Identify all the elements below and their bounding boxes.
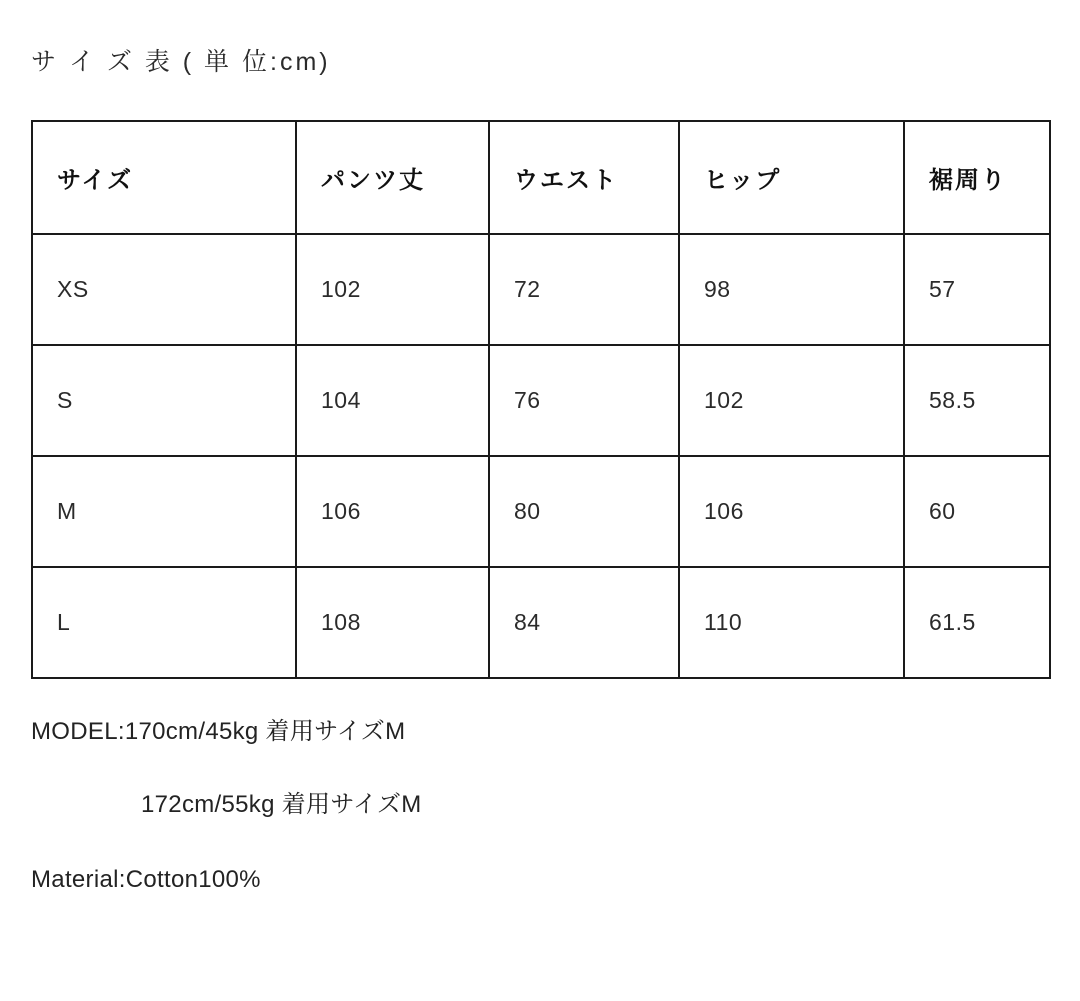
page-title: サ イ ズ 表 ( 単 位:cm)	[31, 48, 331, 76]
cell-hem: 60	[904, 456, 1050, 567]
table-row	[32, 234, 1050, 345]
cell-length: 108	[296, 567, 489, 678]
cell-hip: 98	[679, 234, 904, 345]
cell-hip: 102	[679, 345, 904, 456]
column-header-hip: ヒップ	[679, 121, 904, 234]
size-table	[31, 120, 1051, 679]
table-header-row	[32, 121, 1050, 234]
cell-size: XS	[32, 234, 296, 345]
cell-hem: 61.5	[904, 567, 1050, 678]
table-row	[32, 456, 1050, 567]
cell-hem: 58.5	[904, 345, 1050, 456]
table-row	[32, 567, 1050, 678]
cell-hip: 106	[679, 456, 904, 567]
column-header-waist: ウエスト	[489, 121, 679, 234]
model-info-line-1: MODEL:170cm/45kg 着用サイズM	[31, 718, 406, 745]
column-header-size: サイズ	[32, 121, 296, 234]
model-info-line-2: 172cm/55kg 着用サイズM	[141, 790, 422, 818]
cell-length: 104	[296, 345, 489, 456]
cell-length: 102	[296, 234, 489, 345]
cell-size: S	[32, 345, 296, 456]
column-header-hem: 裾周り	[904, 121, 1050, 234]
material-info: Material:Cotton100%	[31, 865, 261, 893]
cell-length: 106	[296, 456, 489, 567]
cell-hip: 110	[679, 567, 904, 678]
cell-size: M	[32, 456, 296, 567]
table-header	[32, 121, 1050, 234]
cell-waist: 72	[489, 234, 679, 345]
cell-size: L	[32, 567, 296, 678]
table-row	[32, 345, 1050, 456]
cell-waist: 84	[489, 567, 679, 678]
cell-hem: 57	[904, 234, 1050, 345]
cell-waist: 80	[489, 456, 679, 567]
notes-section	[31, 718, 1051, 894]
cell-waist: 76	[489, 345, 679, 456]
table-body	[32, 234, 1050, 678]
column-header-length: パンツ丈	[296, 121, 489, 234]
